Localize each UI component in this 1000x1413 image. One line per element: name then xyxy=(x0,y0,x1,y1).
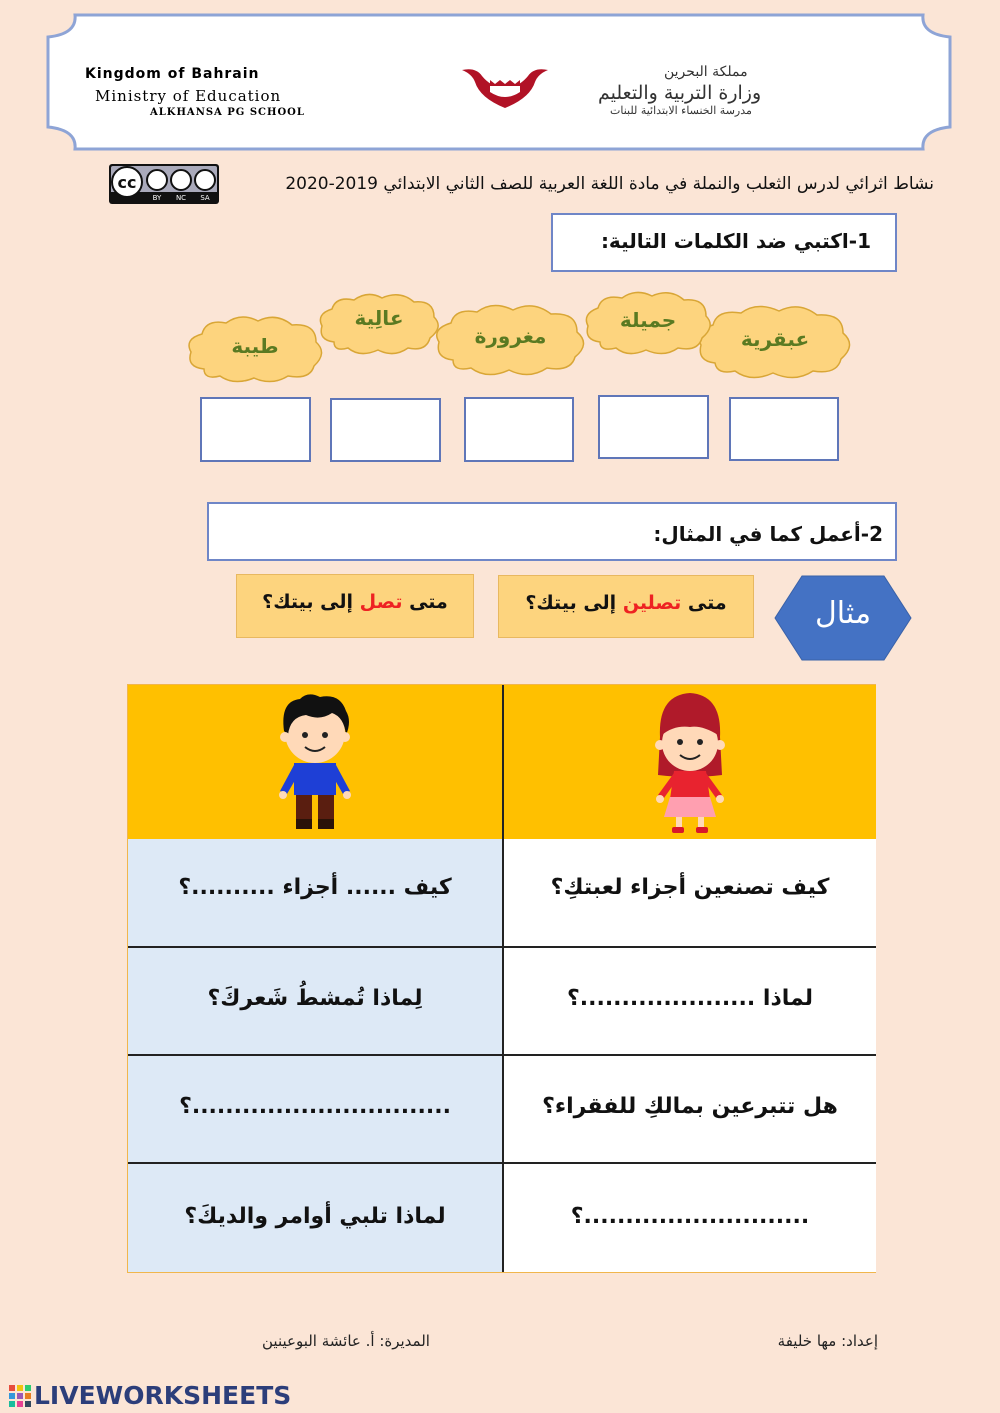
cc-sa-text: SA xyxy=(200,194,210,202)
liveworksheets-brand[interactable]: LIVEWORKSHEETS xyxy=(34,1381,292,1410)
example-male-verb: تصل xyxy=(359,591,403,613)
cloud-word-1-label: عبقرية xyxy=(740,327,810,351)
ministry-arabic: وزارة التربية والتعليم xyxy=(594,82,765,104)
worksheet-subtitle: نشاط اثرائي لدرس الثعلب والنملة في مادة اللغة العربية للصف الثاني الابتدائي 2019-2020 xyxy=(285,174,934,194)
boy-character-icon xyxy=(260,691,370,841)
cloud-word-4-label: عالِية xyxy=(354,306,404,330)
boy-header-cell xyxy=(128,685,502,839)
cloud-word-5-label: طيبة xyxy=(231,334,279,358)
cloud-word-3 xyxy=(433,302,588,378)
answer-box-1[interactable] xyxy=(729,397,839,461)
cloud-word-2-label: جميلة xyxy=(619,308,677,332)
girl-header-cell xyxy=(502,685,876,839)
cloud-word-5 xyxy=(186,314,324,386)
cc-license-badge xyxy=(109,164,219,204)
row-3-male[interactable]: ...............................؟ xyxy=(128,1056,502,1164)
school-english: ALKHANSA PG SCHOOL xyxy=(150,107,305,118)
answer-box-3[interactable] xyxy=(464,397,574,462)
example-male-pre: متى xyxy=(402,591,448,613)
example-female-pre: متى xyxy=(681,592,727,614)
example-label: مثال xyxy=(814,596,872,631)
row-4-male: لماذا تلبي أوامر والديكَ؟ xyxy=(128,1164,502,1272)
example-female-verb: تصلين xyxy=(622,592,682,614)
cloud-word-4 xyxy=(318,292,440,358)
example-female-post: إلى بيتك؟ xyxy=(525,592,623,614)
svg-text:cc: cc xyxy=(117,173,137,192)
ministry-english: Ministry of Education xyxy=(92,87,284,105)
question-1-title: 1-اكتبي ضد الكلمات التالية: xyxy=(551,213,897,272)
row-1-male[interactable]: كيف ...... أجزاء ..........؟ xyxy=(128,839,502,948)
country-english: Kingdom of Bahrain xyxy=(82,66,263,82)
liveworksheets-logo-icon xyxy=(9,1385,31,1407)
practice-table xyxy=(127,684,876,1273)
cc-nc-text: NC xyxy=(175,194,187,202)
row-3-female: هل تتبرعين بمالكِ للفقراء؟ xyxy=(502,1056,876,1164)
answer-box-5[interactable] xyxy=(200,397,311,462)
example-female-sentence xyxy=(498,575,754,638)
principal-name: المديرة: أ. عائشة البوعينين xyxy=(262,1332,430,1350)
cloud-word-3-label: مغرورة xyxy=(474,324,547,348)
prepared-by: إعداد: مها خليفة xyxy=(777,1332,878,1350)
bahrain-emblem xyxy=(420,64,590,114)
question-2-title: 2-أعمل كما في المثال: xyxy=(207,502,897,561)
row-1-female: كيف تصنعين أجزاء لعبتكِ؟ xyxy=(502,839,876,948)
row-2-female[interactable]: لماذا .....................؟ xyxy=(502,948,876,1056)
answer-box-2[interactable] xyxy=(598,395,709,459)
example-male-sentence xyxy=(236,574,474,638)
cc-by-text: BY xyxy=(152,194,162,202)
answer-box-4[interactable] xyxy=(330,398,441,462)
cloud-word-1 xyxy=(695,303,855,381)
row-4-female[interactable]: ...........................؟ xyxy=(502,1164,876,1272)
girl-character-icon xyxy=(630,687,750,837)
country-arabic: مملكة البحرين xyxy=(660,64,752,80)
row-2-male: لِماذا تُمشطُ شَعركَ؟ xyxy=(128,948,502,1056)
example-male-post: إلى بيتك؟ xyxy=(262,591,360,613)
school-arabic: مدرسة الخنساء الابتدائية للبنات xyxy=(610,104,752,117)
cloud-word-2 xyxy=(584,290,712,358)
